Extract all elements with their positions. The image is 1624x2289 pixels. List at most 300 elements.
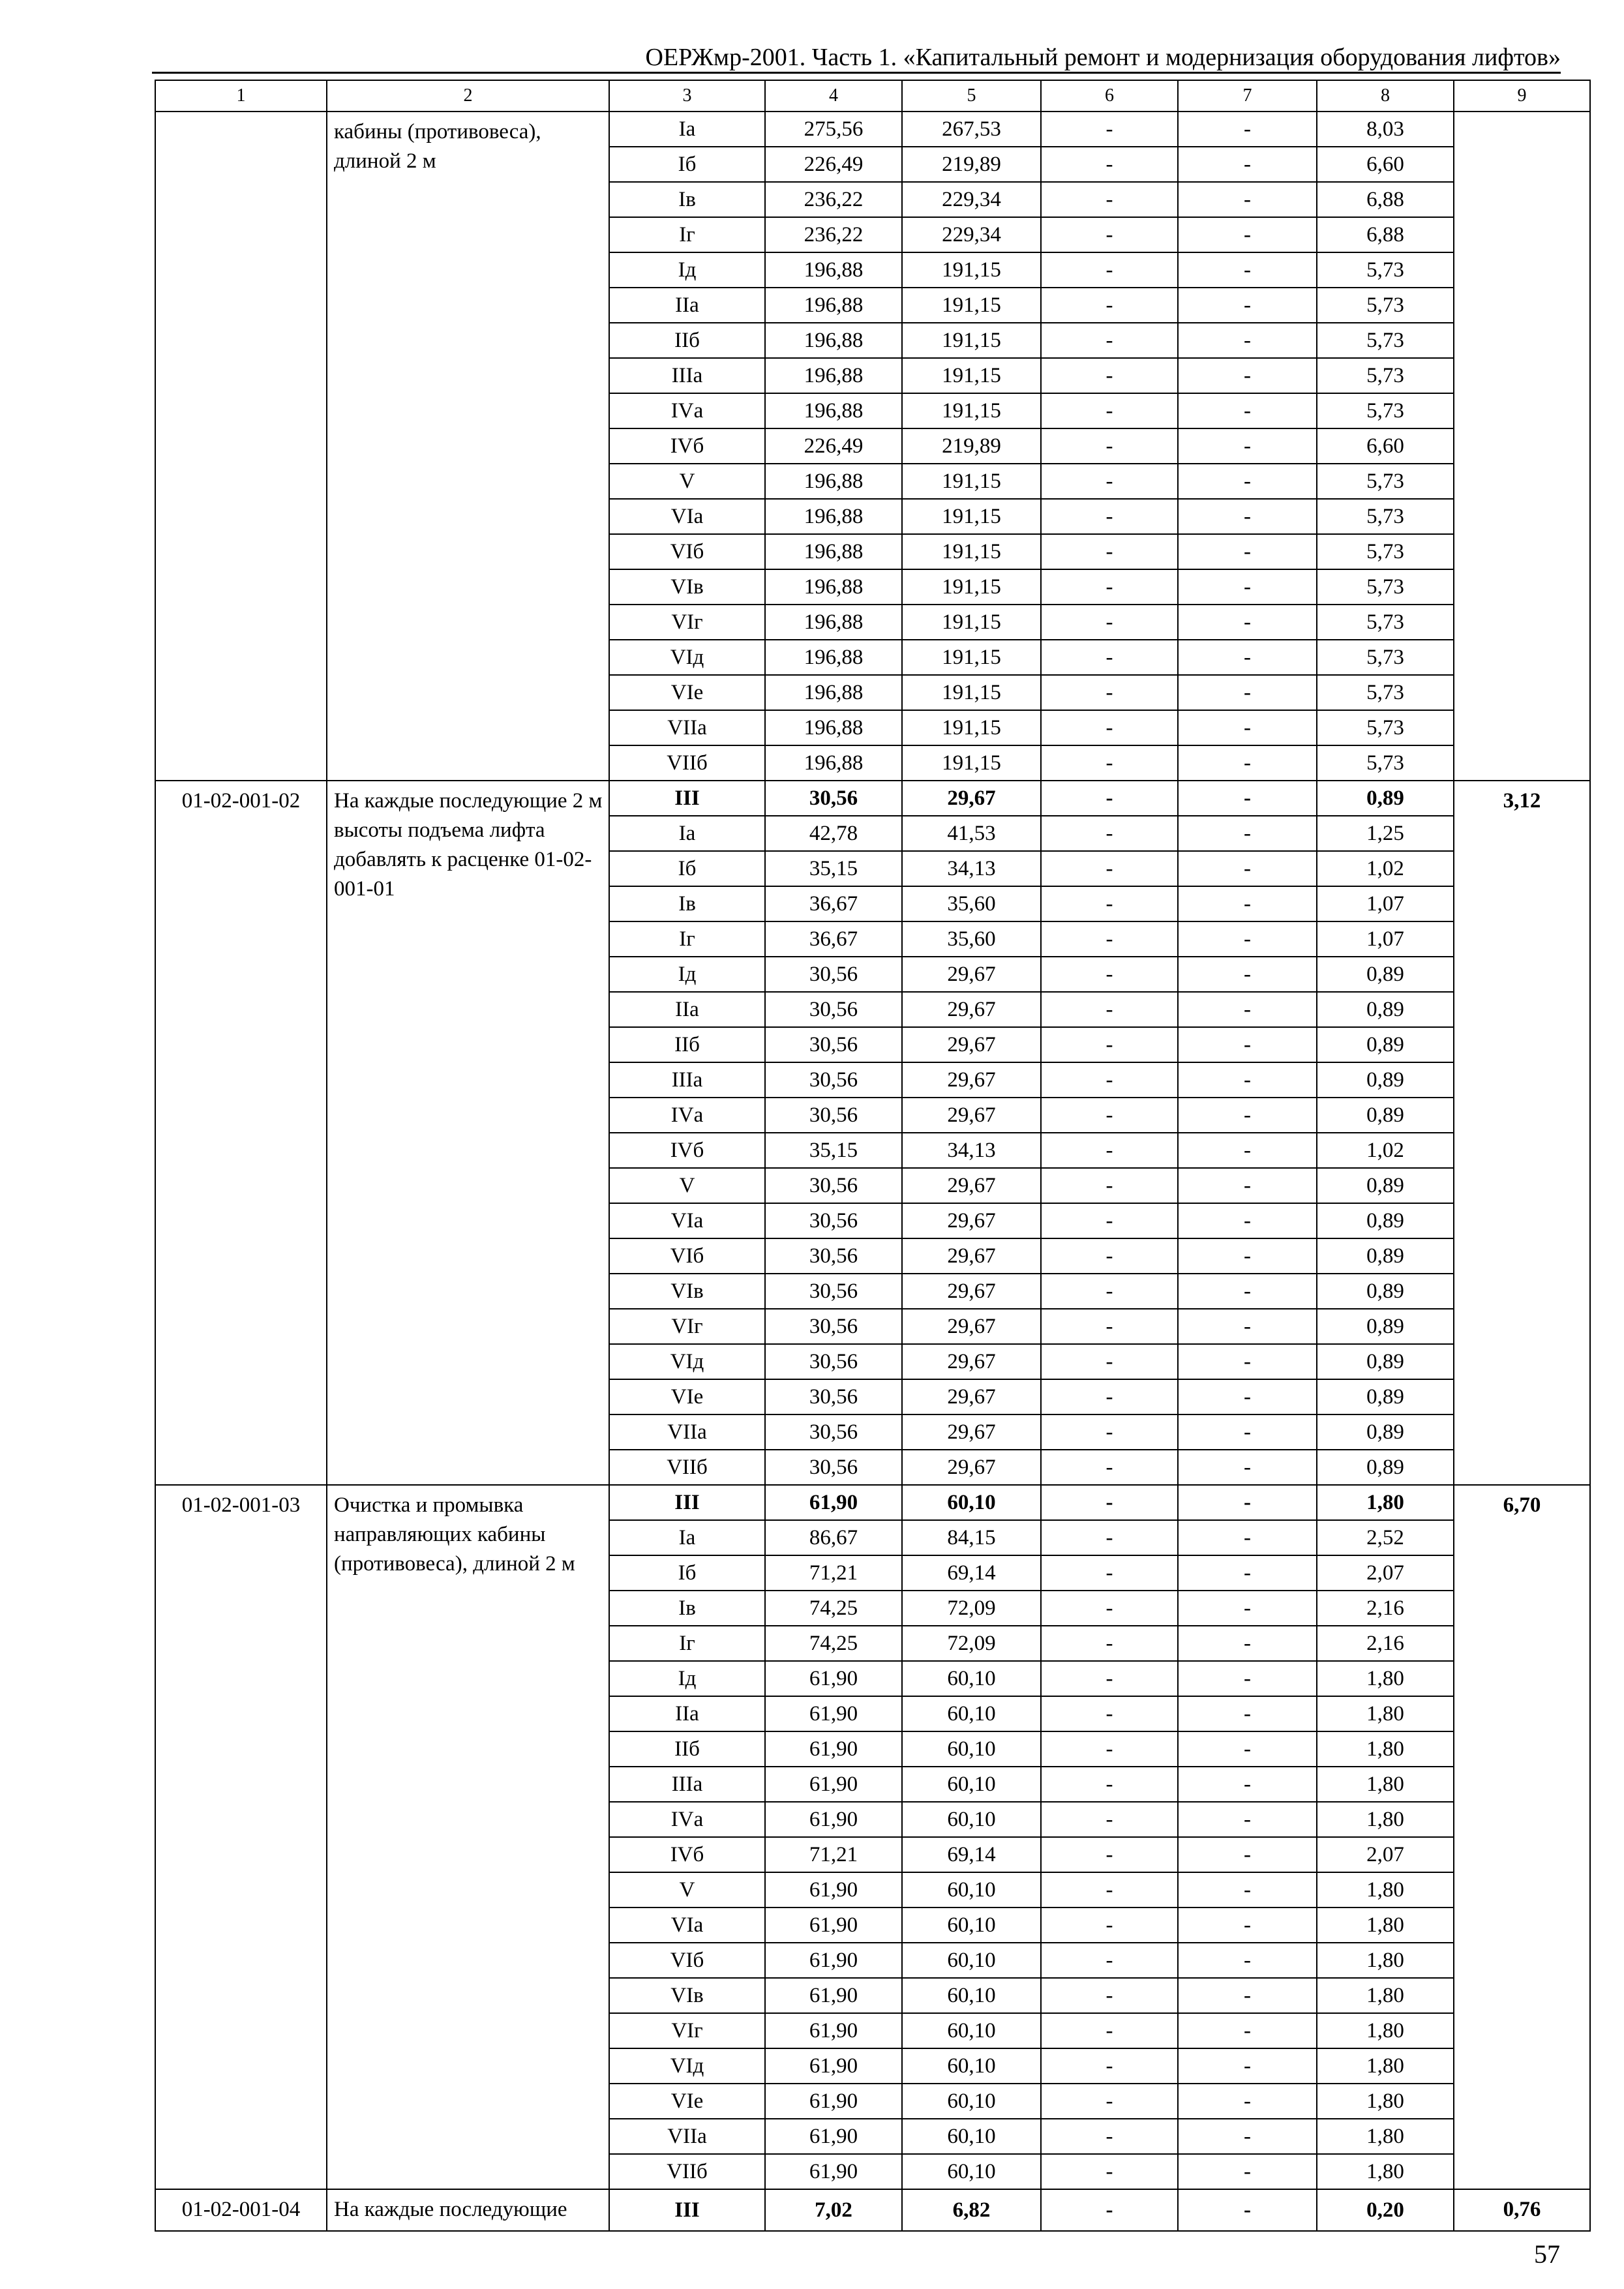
- col4-cell: 196,88: [765, 675, 902, 710]
- col7-cell: -: [1178, 112, 1317, 147]
- col4-cell: 196,88: [765, 710, 902, 745]
- rate-code: 01-02-001-03: [155, 1485, 327, 2189]
- zone-cell: VIг: [609, 1309, 765, 1344]
- col8-cell: 0,89: [1317, 1062, 1454, 1098]
- header-rule: [152, 72, 1561, 74]
- col4-cell: 30,56: [765, 1450, 902, 1485]
- col6-cell: -: [1041, 1626, 1178, 1661]
- zone-cell: IIа: [609, 288, 765, 323]
- col4-cell: 196,88: [765, 745, 902, 781]
- col4-cell: 196,88: [765, 323, 902, 358]
- col4-cell: 30,56: [765, 1379, 902, 1414]
- col7-cell: -: [1178, 605, 1317, 640]
- col8-cell: 1,02: [1317, 851, 1454, 886]
- col6-cell: -: [1041, 1978, 1178, 2013]
- rates-table: [155, 80, 1591, 2232]
- col8-cell: 0,89: [1317, 1274, 1454, 1309]
- zone-cell: V: [609, 1168, 765, 1203]
- col5-cell: 191,15: [902, 675, 1041, 710]
- col7-cell: -: [1178, 851, 1317, 886]
- zone-cell: III: [609, 1485, 765, 1520]
- col6-cell: -: [1041, 2154, 1178, 2189]
- col5-cell: 72,09: [902, 1591, 1041, 1626]
- col7-cell: -: [1178, 2013, 1317, 2048]
- col5-cell: 29,67: [902, 1168, 1041, 1203]
- col7-cell: -: [1178, 1978, 1317, 2013]
- col6-cell: -: [1041, 2048, 1178, 2084]
- col8-cell: 1,25: [1317, 816, 1454, 851]
- col6-cell: -: [1041, 1450, 1178, 1485]
- col4-cell: 36,67: [765, 886, 902, 921]
- col8-cell: 2,07: [1317, 1837, 1454, 1872]
- col6-cell: -: [1041, 1520, 1178, 1555]
- col7-cell: -: [1178, 534, 1317, 569]
- total-cell: 3,12: [1454, 781, 1590, 1485]
- col6-cell: -: [1041, 499, 1178, 534]
- zone-cell: Iв: [609, 182, 765, 217]
- col8-cell: 1,80: [1317, 2013, 1454, 2048]
- total-cell: 6,70: [1454, 1485, 1590, 2189]
- col8-cell: 0,89: [1317, 1098, 1454, 1133]
- column-number: 1: [155, 80, 327, 112]
- col6-cell: -: [1041, 569, 1178, 605]
- col5-cell: 267,53: [902, 112, 1041, 147]
- zone-cell: IVа: [609, 393, 765, 428]
- col7-cell: -: [1178, 1485, 1317, 1520]
- zone-cell: VIд: [609, 640, 765, 675]
- zone-cell: VIе: [609, 2084, 765, 2119]
- col4-cell: 275,56: [765, 112, 902, 147]
- col7-cell: -: [1178, 1168, 1317, 1203]
- col5-cell: 29,67: [902, 1274, 1041, 1309]
- col8-cell: 0,89: [1317, 1379, 1454, 1414]
- zone-cell: IIб: [609, 1731, 765, 1767]
- col8-cell: 1,80: [1317, 1696, 1454, 1731]
- col5-cell: 60,10: [902, 2154, 1041, 2189]
- zone-cell: IIб: [609, 323, 765, 358]
- col5-cell: 29,67: [902, 781, 1041, 816]
- table-row: [155, 2189, 1590, 2231]
- col4-cell: 61,90: [765, 1978, 902, 2013]
- col7-cell: -: [1178, 1555, 1317, 1591]
- col6-cell: -: [1041, 534, 1178, 569]
- col4-cell: 30,56: [765, 1414, 902, 1450]
- col6-cell: -: [1041, 1309, 1178, 1344]
- col4-cell: 30,56: [765, 781, 902, 816]
- rate-code: 01-02-001-02: [155, 781, 327, 1485]
- col8-cell: 6,60: [1317, 147, 1454, 182]
- col5-cell: 191,15: [902, 534, 1041, 569]
- col6-cell: -: [1041, 710, 1178, 745]
- col5-cell: 60,10: [902, 1908, 1041, 1943]
- col7-cell: -: [1178, 428, 1317, 464]
- col4-cell: 35,15: [765, 851, 902, 886]
- col7-cell: -: [1178, 464, 1317, 499]
- col4-cell: 61,90: [765, 1908, 902, 1943]
- col4-cell: 226,49: [765, 428, 902, 464]
- col5-cell: 29,67: [902, 992, 1041, 1027]
- table-body: [155, 80, 1590, 2231]
- zone-cell: IVб: [609, 1133, 765, 1168]
- col6-cell: -: [1041, 112, 1178, 147]
- col8-cell: 6,60: [1317, 428, 1454, 464]
- col8-cell: 0,89: [1317, 957, 1454, 992]
- col4-cell: 61,90: [765, 1731, 902, 1767]
- col8-cell: 6,88: [1317, 182, 1454, 217]
- col4-cell: 196,88: [765, 605, 902, 640]
- total-cell: [1454, 112, 1590, 781]
- col7-cell: -: [1178, 499, 1317, 534]
- col5-cell: 69,14: [902, 1837, 1041, 1872]
- zone-cell: IIа: [609, 992, 765, 1027]
- col7-cell: -: [1178, 1837, 1317, 1872]
- col8-cell: 1,80: [1317, 1661, 1454, 1696]
- col4-cell: 236,22: [765, 217, 902, 252]
- col4-cell: 42,78: [765, 816, 902, 851]
- col7-cell: -: [1178, 1274, 1317, 1309]
- zone-cell: VIб: [609, 1943, 765, 1978]
- col6-cell: -: [1041, 851, 1178, 886]
- zone-cell: Iг: [609, 1626, 765, 1661]
- col7-cell: -: [1178, 1696, 1317, 1731]
- col6-cell: -: [1041, 745, 1178, 781]
- col4-cell: 61,90: [765, 1943, 902, 1978]
- col6-cell: -: [1041, 640, 1178, 675]
- col5-cell: 60,10: [902, 1802, 1041, 1837]
- col5-cell: 29,67: [902, 1098, 1041, 1133]
- zone-cell: VIIб: [609, 2154, 765, 2189]
- zone-cell: Iг: [609, 921, 765, 957]
- col5-cell: 191,15: [902, 499, 1041, 534]
- col6-cell: -: [1041, 1098, 1178, 1133]
- col5-cell: 191,15: [902, 745, 1041, 781]
- col8-cell: 5,73: [1317, 675, 1454, 710]
- zone-cell: VIг: [609, 2013, 765, 2048]
- zone-cell: Iг: [609, 217, 765, 252]
- col5-cell: 229,34: [902, 182, 1041, 217]
- col8-cell: 5,73: [1317, 640, 1454, 675]
- col6-cell: -: [1041, 1274, 1178, 1309]
- zone-cell: VIа: [609, 499, 765, 534]
- col7-cell: -: [1178, 886, 1317, 921]
- col7-cell: -: [1178, 1203, 1317, 1238]
- col5-cell: 41,53: [902, 816, 1041, 851]
- work-description: Очистка и промывка направляющих кабины (противовеса), длиной 2 м: [327, 1485, 609, 2189]
- col5-cell: 219,89: [902, 147, 1041, 182]
- col6-cell: -: [1041, 1908, 1178, 1943]
- zone-cell: VIа: [609, 1203, 765, 1238]
- col4-cell: 30,56: [765, 1098, 902, 1133]
- col6-cell: -: [1041, 675, 1178, 710]
- zone-cell: VIб: [609, 534, 765, 569]
- col6-cell: -: [1041, 217, 1178, 252]
- col6-cell: -: [1041, 288, 1178, 323]
- zone-cell: VIIа: [609, 2119, 765, 2154]
- col6-cell: -: [1041, 1203, 1178, 1238]
- col5-cell: 35,60: [902, 886, 1041, 921]
- col7-cell: -: [1178, 1802, 1317, 1837]
- zone-cell: IVб: [609, 1837, 765, 1872]
- col7-cell: -: [1178, 1767, 1317, 1802]
- col6-cell: -: [1041, 1731, 1178, 1767]
- col7-cell: -: [1178, 182, 1317, 217]
- column-number: 9: [1454, 80, 1590, 112]
- col4-cell: 196,88: [765, 393, 902, 428]
- col8-cell: 5,73: [1317, 569, 1454, 605]
- col6-cell: -: [1041, 1555, 1178, 1591]
- col5-cell: 60,10: [902, 2048, 1041, 2084]
- col6-cell: -: [1041, 1696, 1178, 1731]
- col5-cell: 6,82: [902, 2189, 1041, 2231]
- col6-cell: -: [1041, 1414, 1178, 1450]
- col4-cell: 196,88: [765, 252, 902, 288]
- col7-cell: -: [1178, 640, 1317, 675]
- col7-cell: -: [1178, 745, 1317, 781]
- col4-cell: 226,49: [765, 147, 902, 182]
- col6-cell: -: [1041, 1379, 1178, 1414]
- col5-cell: 60,10: [902, 1485, 1041, 1520]
- col7-cell: -: [1178, 816, 1317, 851]
- col4-cell: 196,88: [765, 499, 902, 534]
- col4-cell: 61,90: [765, 1661, 902, 1696]
- col8-cell: 0,89: [1317, 1414, 1454, 1450]
- zone-cell: Iд: [609, 252, 765, 288]
- col7-cell: -: [1178, 710, 1317, 745]
- zone-cell: III: [609, 2189, 765, 2231]
- col8-cell: 2,52: [1317, 1520, 1454, 1555]
- col7-cell: -: [1178, 1731, 1317, 1767]
- col4-cell: 74,25: [765, 1591, 902, 1626]
- zone-cell: III: [609, 781, 765, 816]
- col8-cell: 5,73: [1317, 288, 1454, 323]
- col6-cell: -: [1041, 1837, 1178, 1872]
- zone-cell: VIа: [609, 1908, 765, 1943]
- col5-cell: 29,67: [902, 1238, 1041, 1274]
- zone-cell: IIIа: [609, 1767, 765, 1802]
- col6-cell: -: [1041, 1802, 1178, 1837]
- col5-cell: 191,15: [902, 464, 1041, 499]
- zone-cell: Iв: [609, 1591, 765, 1626]
- col6-cell: -: [1041, 886, 1178, 921]
- col4-cell: 196,88: [765, 534, 902, 569]
- zone-cell: VIв: [609, 1274, 765, 1309]
- zone-cell: IIб: [609, 1027, 765, 1062]
- col7-cell: -: [1178, 1943, 1317, 1978]
- col4-cell: 61,90: [765, 2013, 902, 2048]
- col5-cell: 60,10: [902, 1872, 1041, 1908]
- col4-cell: 36,67: [765, 921, 902, 957]
- col5-cell: 72,09: [902, 1626, 1041, 1661]
- zone-cell: Iб: [609, 147, 765, 182]
- zone-cell: IVб: [609, 428, 765, 464]
- col7-cell: -: [1178, 1520, 1317, 1555]
- work-description: На каждые последующие: [327, 2189, 609, 2231]
- col7-cell: -: [1178, 358, 1317, 393]
- rate-code: 01-02-001-04: [155, 2189, 327, 2231]
- col4-cell: 196,88: [765, 464, 902, 499]
- col7-cell: -: [1178, 1098, 1317, 1133]
- col5-cell: 29,67: [902, 1062, 1041, 1098]
- header-title: ОЕРЖмр-2001. Часть 1. «Капитальный ремонт и модернизация оборудования лифтов»: [645, 44, 1561, 71]
- col4-cell: 86,67: [765, 1520, 902, 1555]
- col6-cell: -: [1041, 147, 1178, 182]
- col8-cell: 5,73: [1317, 393, 1454, 428]
- col8-cell: 5,73: [1317, 710, 1454, 745]
- col6-cell: -: [1041, 2189, 1178, 2231]
- col6-cell: -: [1041, 252, 1178, 288]
- col6-cell: -: [1041, 2013, 1178, 2048]
- col4-cell: 61,90: [765, 1767, 902, 1802]
- col8-cell: 1,80: [1317, 1767, 1454, 1802]
- col7-cell: -: [1178, 288, 1317, 323]
- col4-cell: 236,22: [765, 182, 902, 217]
- col4-cell: 30,56: [765, 1238, 902, 1274]
- col8-cell: 1,80: [1317, 2048, 1454, 2084]
- col8-cell: 1,02: [1317, 1133, 1454, 1168]
- work-description: кабины (противовеса), длиной 2 м: [327, 112, 609, 781]
- col7-cell: -: [1178, 1908, 1317, 1943]
- col7-cell: -: [1178, 1626, 1317, 1661]
- col5-cell: 60,10: [902, 1696, 1041, 1731]
- col8-cell: 1,80: [1317, 1731, 1454, 1767]
- col6-cell: -: [1041, 182, 1178, 217]
- zone-cell: VIIа: [609, 710, 765, 745]
- zone-cell: VIв: [609, 1978, 765, 2013]
- col4-cell: 196,88: [765, 288, 902, 323]
- col5-cell: 60,10: [902, 1661, 1041, 1696]
- col8-cell: 5,73: [1317, 464, 1454, 499]
- zone-cell: VIIа: [609, 1414, 765, 1450]
- col6-cell: -: [1041, 358, 1178, 393]
- col5-cell: 60,10: [902, 1978, 1041, 2013]
- col7-cell: -: [1178, 252, 1317, 288]
- col8-cell: 1,80: [1317, 2119, 1454, 2154]
- col4-cell: 30,56: [765, 992, 902, 1027]
- zone-cell: VIд: [609, 1344, 765, 1379]
- col5-cell: 60,10: [902, 2084, 1041, 2119]
- col6-cell: -: [1041, 393, 1178, 428]
- col8-cell: 2,16: [1317, 1591, 1454, 1626]
- col5-cell: 60,10: [902, 2119, 1041, 2154]
- col6-cell: -: [1041, 1238, 1178, 1274]
- col8-cell: 1,80: [1317, 1485, 1454, 1520]
- col8-cell: 1,80: [1317, 1943, 1454, 1978]
- col7-cell: -: [1178, 323, 1317, 358]
- col8-cell: 1,80: [1317, 1872, 1454, 1908]
- zone-cell: V: [609, 464, 765, 499]
- zone-cell: Iв: [609, 886, 765, 921]
- col6-cell: -: [1041, 1661, 1178, 1696]
- col5-cell: 191,15: [902, 288, 1041, 323]
- col6-cell: -: [1041, 428, 1178, 464]
- col8-cell: 8,03: [1317, 112, 1454, 147]
- zone-cell: IVа: [609, 1098, 765, 1133]
- col5-cell: 191,15: [902, 640, 1041, 675]
- zone-cell: VIб: [609, 1238, 765, 1274]
- col4-cell: 61,90: [765, 2048, 902, 2084]
- total-cell: 0,76: [1454, 2189, 1590, 2231]
- col8-cell: 2,16: [1317, 1626, 1454, 1661]
- col8-cell: 0,89: [1317, 1309, 1454, 1344]
- col6-cell: -: [1041, 1133, 1178, 1168]
- col7-cell: -: [1178, 1027, 1317, 1062]
- zone-cell: VIд: [609, 2048, 765, 2084]
- col8-cell: 5,73: [1317, 358, 1454, 393]
- col4-cell: 196,88: [765, 358, 902, 393]
- col7-cell: -: [1178, 2084, 1317, 2119]
- col8-cell: 0,89: [1317, 781, 1454, 816]
- col6-cell: -: [1041, 1872, 1178, 1908]
- col6-cell: -: [1041, 2084, 1178, 2119]
- column-number: 7: [1178, 80, 1317, 112]
- col6-cell: -: [1041, 816, 1178, 851]
- col8-cell: 0,89: [1317, 1238, 1454, 1274]
- col6-cell: -: [1041, 1767, 1178, 1802]
- col6-cell: -: [1041, 1943, 1178, 1978]
- col7-cell: -: [1178, 1344, 1317, 1379]
- col6-cell: -: [1041, 1062, 1178, 1098]
- col5-cell: 60,10: [902, 1943, 1041, 1978]
- col7-cell: -: [1178, 921, 1317, 957]
- col4-cell: 7,02: [765, 2189, 902, 2231]
- col6-cell: -: [1041, 781, 1178, 816]
- col7-cell: -: [1178, 2154, 1317, 2189]
- zone-cell: VIе: [609, 1379, 765, 1414]
- col4-cell: 61,90: [765, 1802, 902, 1837]
- zone-cell: IIIа: [609, 1062, 765, 1098]
- col8-cell: 1,80: [1317, 2154, 1454, 2189]
- col6-cell: -: [1041, 2119, 1178, 2154]
- page-number: 57: [1534, 2239, 1560, 2269]
- col7-cell: -: [1178, 2189, 1317, 2231]
- col6-cell: -: [1041, 1344, 1178, 1379]
- col7-cell: -: [1178, 393, 1317, 428]
- col8-cell: 0,89: [1317, 1450, 1454, 1485]
- zone-cell: V: [609, 1872, 765, 1908]
- col5-cell: 191,15: [902, 605, 1041, 640]
- col8-cell: 0,89: [1317, 1027, 1454, 1062]
- col4-cell: 71,21: [765, 1837, 902, 1872]
- zone-cell: Iб: [609, 1555, 765, 1591]
- col5-cell: 229,34: [902, 217, 1041, 252]
- col5-cell: 29,67: [902, 1379, 1041, 1414]
- col6-cell: -: [1041, 464, 1178, 499]
- column-number: 3: [609, 80, 765, 112]
- page-header: [152, 39, 1561, 78]
- col8-cell: 1,07: [1317, 886, 1454, 921]
- col4-cell: 35,15: [765, 1133, 902, 1168]
- col6-cell: -: [1041, 992, 1178, 1027]
- col5-cell: 191,15: [902, 710, 1041, 745]
- col5-cell: 29,67: [902, 1027, 1041, 1062]
- col7-cell: -: [1178, 1238, 1317, 1274]
- col7-cell: -: [1178, 957, 1317, 992]
- zone-cell: VIIб: [609, 1450, 765, 1485]
- col5-cell: 29,67: [902, 1309, 1041, 1344]
- col8-cell: 1,80: [1317, 1802, 1454, 1837]
- col4-cell: 30,56: [765, 1203, 902, 1238]
- col4-cell: 74,25: [765, 1626, 902, 1661]
- zone-cell: Iа: [609, 816, 765, 851]
- col4-cell: 196,88: [765, 640, 902, 675]
- table-row: [155, 112, 1590, 147]
- col4-cell: 30,56: [765, 1309, 902, 1344]
- column-number: 5: [902, 80, 1041, 112]
- col4-cell: 30,56: [765, 1062, 902, 1098]
- zone-cell: Iд: [609, 957, 765, 992]
- col7-cell: -: [1178, 569, 1317, 605]
- col5-cell: 34,13: [902, 851, 1041, 886]
